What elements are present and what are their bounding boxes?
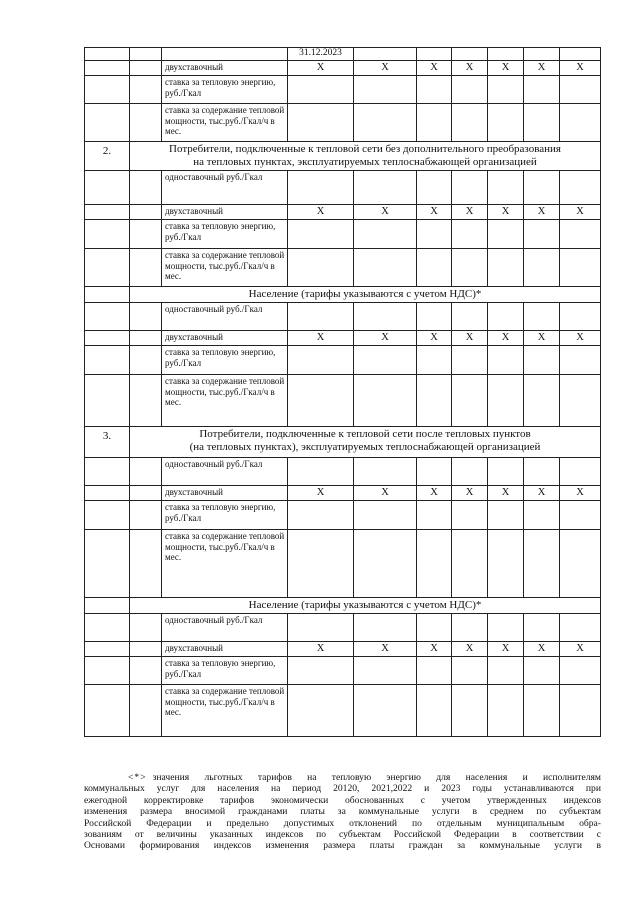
energy-rate-label: ставка за тепловую энергию, руб./Гкал: [162, 76, 288, 104]
x-mark: X: [560, 61, 601, 76]
two-rate-label: двухставочный: [162, 205, 288, 220]
one-rate-label: одноставочный руб./Гкал: [162, 614, 288, 642]
table-row: [85, 104, 601, 142]
footnote-line: Российской Федерации и предельно допустимых отклонений по отдельным муниципальным обра-: [84, 817, 601, 829]
x-mark: X: [452, 61, 488, 76]
capacity-rate-label: ставка за содержание тепловой мощности, тыс.руб./Гкал/ч в мес.: [162, 375, 288, 427]
x-mark: X: [354, 61, 417, 76]
section-title: Потребители, подключенные к тепловой сети после тепловых пунктов (на тепловых пунктах), эксплуатируемых теплоснабжающей организацией: [130, 427, 601, 458]
table-row: [85, 642, 601, 657]
x-mark: X: [488, 331, 524, 346]
tariff-table: [84, 47, 601, 737]
table-row: [85, 530, 601, 598]
footnote: [84, 772, 601, 852]
x-mark: X: [452, 205, 488, 220]
table-row: [85, 171, 601, 205]
x-mark: X: [488, 205, 524, 220]
date-row: [85, 48, 601, 61]
population-row: [85, 598, 601, 614]
table-row: [85, 303, 601, 331]
x-mark: X: [417, 331, 452, 346]
table-row: [85, 220, 601, 249]
x-mark: X: [354, 642, 417, 657]
energy-rate-label: ставка за тепловую энергию, руб./Гкал: [162, 346, 288, 375]
table-row: [85, 375, 601, 427]
two-rate-label: двухставочный: [162, 61, 288, 76]
x-mark: X: [417, 61, 452, 76]
table-row: [85, 501, 601, 530]
x-mark: X: [524, 331, 560, 346]
table-row: [85, 76, 601, 104]
table-row: [85, 249, 601, 287]
x-mark: X: [560, 486, 601, 501]
x-mark: X: [560, 331, 601, 346]
x-mark: X: [354, 331, 417, 346]
table-row: [85, 331, 601, 346]
x-mark: X: [354, 486, 417, 501]
section-number: 2.: [85, 142, 130, 171]
one-rate-label: одноставочный руб./Гкал: [162, 303, 288, 331]
energy-rate-label: ставка за тепловую энергию, руб./Гкал: [162, 220, 288, 249]
energy-rate-label: ставка за тепловую энергию, руб./Гкал: [162, 501, 288, 530]
x-mark: X: [452, 331, 488, 346]
x-mark: X: [488, 642, 524, 657]
x-mark: X: [524, 642, 560, 657]
x-mark: X: [288, 61, 354, 76]
x-mark: X: [417, 205, 452, 220]
two-rate-label: двухставочный: [162, 486, 288, 501]
capacity-rate-label: ставка за содержание тепловой мощности, тыс.руб./Гкал/ч в мес.: [162, 685, 288, 737]
section-number: 3.: [85, 427, 130, 458]
x-mark: X: [488, 61, 524, 76]
x-mark: X: [524, 205, 560, 220]
population-row: [85, 287, 601, 303]
x-mark: X: [524, 61, 560, 76]
footnote-line: <*> значения льготных тарифов на тепловую энергию для населения и исполнителям: [128, 772, 601, 783]
footnote-line: ежегодной корректировке тарифов экономически обоснованных с учетом утвержденных индексов: [84, 794, 601, 806]
capacity-rate-label: ставка за содержание тепловой мощности, тыс.руб./Гкал/ч в мес.: [162, 249, 288, 287]
x-mark: X: [288, 205, 354, 220]
table-row: [85, 486, 601, 501]
section-3-header: [85, 427, 601, 458]
section-2-header: [85, 142, 601, 171]
footnote-line: коммунальных услуг для населения на период 20120, 2021,2022 и 2023 годы устанавливаются при: [84, 783, 601, 795]
capacity-rate-label: ставка за содержание тепловой мощности, тыс.руб./Гкал/ч в мес.: [162, 530, 288, 598]
table-row: [85, 346, 601, 375]
energy-rate-label: ставка за тепловую энергию, руб./Гкал: [162, 657, 288, 685]
footnote-mark: <*>: [128, 772, 147, 783]
x-mark: X: [288, 486, 354, 501]
x-mark: X: [560, 642, 601, 657]
one-rate-label: одноставочный руб./Гкал: [162, 458, 288, 486]
section-title: Потребители, подключенные к тепловой сети без дополнительного преобразования на тепловых пунктах, эксплуатируемых теплоснабжающей организацией: [130, 142, 601, 171]
capacity-rate-label: ставка за содержание тепловой мощности, тыс.руб./Гкал/ч в мес.: [162, 104, 288, 142]
table-row: [85, 685, 601, 737]
population-heading: Население (тарифы указываются с учетом НДС)*: [130, 287, 601, 303]
two-rate-label: двухставочный: [162, 331, 288, 346]
x-mark: X: [452, 642, 488, 657]
table-row: [85, 657, 601, 685]
table-row: [85, 61, 601, 76]
two-rate-label: двухставочный: [162, 642, 288, 657]
footnote-line: Основами формирования индексов изменения размера платы граждан за коммунальные услуги в: [84, 840, 601, 852]
x-mark: X: [488, 486, 524, 501]
x-mark: X: [354, 205, 417, 220]
footnote-line: зованиям от величины указанных индексов по субъектам Российской Федерации в соответствии с: [84, 829, 601, 841]
x-mark: X: [417, 486, 452, 501]
one-rate-label: одноставочный руб./Гкал: [162, 171, 288, 205]
x-mark: X: [524, 486, 560, 501]
table-row: [85, 205, 601, 220]
population-heading: Население (тарифы указываются с учетом НДС)*: [130, 598, 601, 614]
table-row: [85, 614, 601, 642]
x-mark: X: [560, 205, 601, 220]
x-mark: X: [417, 642, 452, 657]
table-row: [85, 458, 601, 486]
x-mark: X: [452, 486, 488, 501]
x-mark: X: [288, 642, 354, 657]
date-cell: 31.12.2023: [288, 48, 354, 61]
x-mark: X: [288, 331, 354, 346]
footnote-line: изменения размера вносимой гражданами платы за коммунальные услуги в среднем по субъектам: [84, 806, 601, 818]
